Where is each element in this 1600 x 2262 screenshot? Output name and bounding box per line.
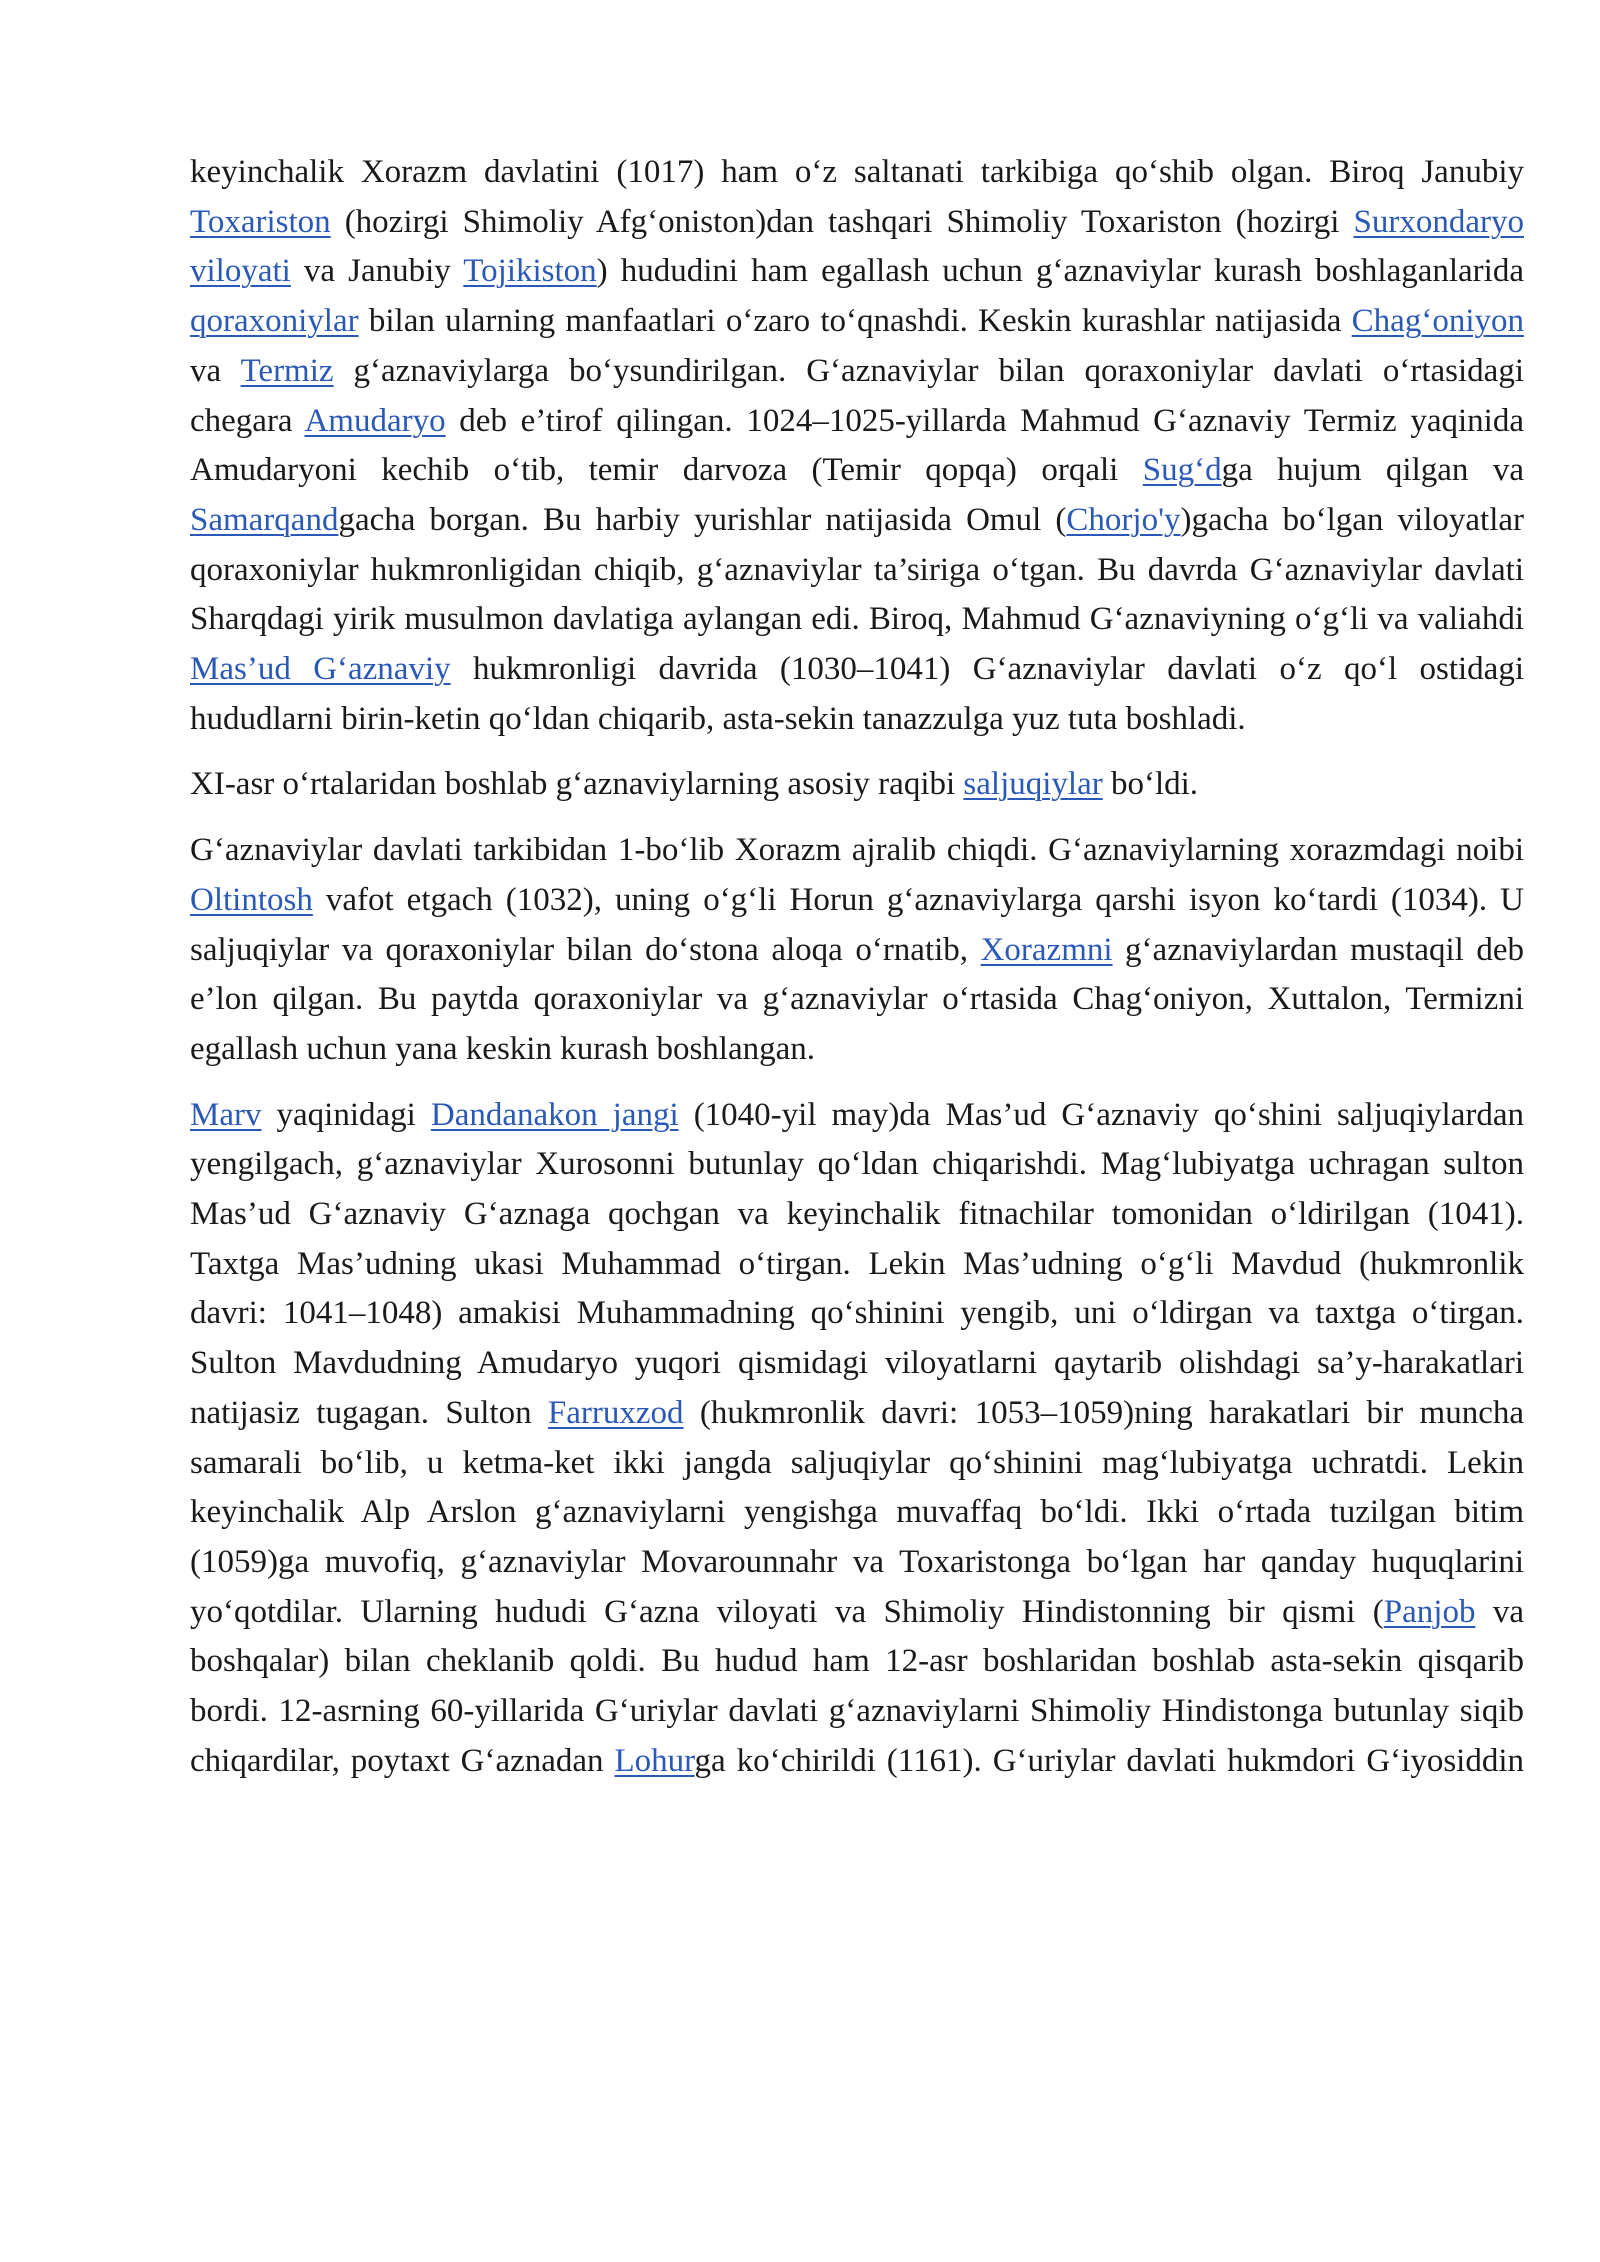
paragraph xyxy=(190,148,1524,744)
hyperlink[interactable]: Surxondaryo viloyati xyxy=(190,203,1524,290)
hyperlink[interactable]: Xorazmni xyxy=(980,931,1113,968)
hyperlink[interactable]: Chorjo'y xyxy=(1066,501,1181,538)
document-page xyxy=(190,148,1524,1803)
paragraph xyxy=(190,760,1524,810)
text-run: (hukmronlik davri: 1053–1059)ning harakatlari bir muncha samarali bo‘lib, u ketma-ket ikki jangda saljuqiylar qo‘shinini mag‘lubiyatga uchratdi. Lekin keyinchalik Alp Arslon g‘aznaviylarni yengishga muvaffaq bo‘ldi. Ikki o‘rtada tuzilgan bitim (1059)ga muvofiq, g‘aznaviylar Movarounnahr va Toxaristonga bo‘lgan har qanday huquqlarini yo‘qotdilar. Ularning hududi G‘azna viloyati va Shimoliy Hindistonning bir qismi ( xyxy=(190,1394,1524,1630)
text-run: g‘aznaviylarga bo‘ysundirilgan. G‘aznaviylar bilan qoraxoniylar davlati o‘rtasidagi chegara xyxy=(190,352,1524,439)
text-run: bilan ularning manfaatlari o‘zaro to‘qnashdi. Keskin kurashlar natijasida xyxy=(358,303,1352,340)
text-run: ) hududini ham egallash uchun g‘aznaviylar kurash boshlaganlarida xyxy=(596,253,1524,290)
hyperlink[interactable]: Oltintosh xyxy=(190,881,313,918)
text-run: ga ko‘chirildi (1161). G‘uriylar davlati hukmdori G‘iyosiddin xyxy=(694,1742,1524,1779)
text-run: ga hujum qilgan va xyxy=(1221,452,1524,489)
text-run: va boshqalar) bilan cheklanib qoldi. Bu hudud ham 12-asr boshlaridan boshlab asta-sekin qisqarib bordi. 12-asrning 60-yillarida G‘uriylar davlati g‘aznaviylarni Shimoliy Hindistonga butunlay siqib chiqardilar, poytaxt G‘aznadan xyxy=(190,1593,1524,1779)
text-run: (hozirgi Shimoliy Afg‘oniston)dan tashqari Shimoliy Toxariston (hozirgi xyxy=(330,203,1354,240)
hyperlink[interactable]: Chag‘oniyon xyxy=(1351,303,1524,340)
text-run: bo‘ldi. xyxy=(1102,766,1199,803)
text-run: XI-asr o‘rtalaridan boshlab g‘aznaviylarning asosiy raqibi xyxy=(190,766,964,803)
text-run: )gacha bo‘lgan viloyatlar qoraxoniylar hukmronligidan chiqib, g‘aznaviylar ta’siriga o‘tgan. Bu davrda G‘aznaviylar davlati Sharqdagi yirik musulmon davlatiga aylangan edi. Biroq, Mahmud G‘aznaviyning o‘g‘li va valiahdi xyxy=(190,501,1525,638)
hyperlink[interactable]: Mas’ud G‘aznaviy xyxy=(190,651,451,688)
paragraph xyxy=(190,826,1524,1075)
text-run: va Janubiy xyxy=(290,253,464,290)
hyperlink[interactable]: Samarqand xyxy=(190,501,339,538)
hyperlink[interactable]: Lohur xyxy=(614,1742,695,1779)
text-run: G‘aznaviylar davlati tarkibidan 1-bo‘lib Xorazm ajralib chiqdi. G‘aznaviylarning xorazmdagi noibi xyxy=(190,832,1524,869)
text-run: deb e’tirof qilingan. 1024–1025-yillarda Mahmud G‘aznaviy Termiz yaqinida Amudaryoni kechib o‘tib, temir darvoza (Temir qopqa) orqali xyxy=(190,402,1524,489)
hyperlink[interactable]: Tojikiston xyxy=(463,253,597,290)
hyperlink[interactable]: Panjob xyxy=(1383,1593,1476,1630)
hyperlink[interactable]: Dandanakon jangi xyxy=(430,1096,679,1133)
paragraph xyxy=(190,1091,1524,1787)
text-run: yaqinidagi xyxy=(261,1096,431,1133)
text-run: vafot etgach (1032), uning o‘g‘li Horun g‘aznaviylarga qarshi isyon ko‘tardi (1034). U saljuqiylar va qoraxoniylar bilan do‘stona aloqa o‘rnatib, xyxy=(190,881,1524,968)
text-run: va xyxy=(190,352,241,389)
hyperlink[interactable]: Amudaryo xyxy=(304,402,446,439)
hyperlink[interactable]: saljuqiylar xyxy=(963,766,1103,803)
hyperlink[interactable]: Sug‘d xyxy=(1142,452,1222,489)
hyperlink[interactable]: Toxariston xyxy=(190,203,331,240)
text-run: hukmronligi davrida (1030–1041) G‘aznaviylar davlati o‘z qo‘l ostidagi hududlarni birin-ketin qo‘ldan chiqarib, asta-sekin tanazzulga yuz tuta boshladi. xyxy=(190,651,1524,737)
text-run: g‘aznaviylardan mustaqil deb e’lon qilgan. Bu paytda qoraxoniylar va g‘aznaviylar o‘rtasida Chag‘oniyon, Xuttalon, Termizni egallash uchun yana keskin kurash boshlangan. xyxy=(190,931,1524,1067)
text-run: keyinchalik Xorazm davlatini (1017) ham o‘z saltanati tarkibiga qo‘shib olgan. Biroq Janubiy xyxy=(190,154,1524,190)
hyperlink[interactable]: Marv xyxy=(190,1096,262,1133)
hyperlink[interactable]: Termiz xyxy=(240,352,334,389)
hyperlink[interactable]: qoraxoniylar xyxy=(190,303,359,340)
text-run: (1040-yil may)da Mas’ud G‘aznaviy qo‘shini saljuqiylardan yengilgach, g‘aznaviylar Xurosonni butunlay qo‘ldan chiqarishdi. Mag‘lubiyatga uchragan sulton Mas’ud G‘aznaviy G‘aznaga qochgan va keyinchalik fitnachilar tomonidan o‘ldirilgan (1041). Taxtga Mas’udning ukasi Muhammad o‘tirgan. Lekin Mas’udning o‘g‘li Mavdud (hukmronlik davri: 1041–1048) amakisi Muhammadning qo‘shinini yengib, uni o‘ldirgan va taxtga o‘tirgan. Sulton Mavdudning Amudaryo yuqori qismidagi viloyatlarni qaytarib olishdagi sa’y-harakatlari natijasiz tugagan. Sulton xyxy=(190,1096,1524,1431)
hyperlink[interactable]: Farruxzod xyxy=(547,1394,684,1431)
text-run: gacha borgan. Bu harbiy yurishlar natijasida Omul ( xyxy=(338,501,1067,538)
